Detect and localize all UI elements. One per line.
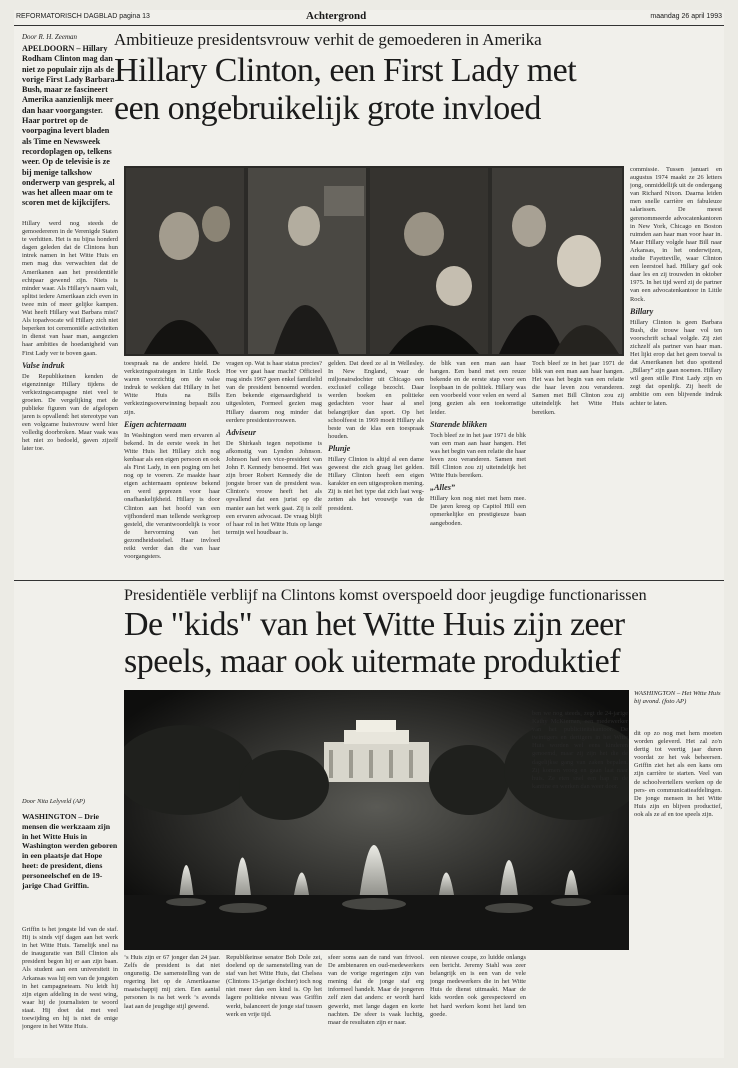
article2-column-2 xyxy=(124,954,220,1052)
article1-col3-text: vragen op. Wat is haar status precies? Hoe ver gaat haar macht? Officieel mag sinds 1967 geen enkel familielid van de president benoemd worden. Een bekende eigenaardigheid is uitgesloten, Formeel gezien mag Hillary daarom nog minder dat eerdere presidentsvrouwen. xyxy=(226,360,322,424)
article1-col2-text: toespraak na de andere hield. De verkiezingsstrategen in Little Rock waren voorzichtig om de valse indruk te wekken dat Hillary in het Witte Huis na Bills verkiezingsoverwinning bepaalt zou zijn. xyxy=(124,360,220,416)
photo-panel-4 xyxy=(492,168,622,354)
header-rule xyxy=(14,25,724,26)
article1-headline-line1: Hillary Clinton, een First Lady met xyxy=(114,52,577,89)
article1-byline: Door R. H. Zeeman xyxy=(22,33,78,41)
article1-col3-text2: De Shirkash tegen nepotisme is afkomstig van Lyndon Johnson. Johnson had een vice-president van John F. Kennedy benoemd. Het was zijn broer Robert Kennedy die de jongste broer van de president was. Clinton's vrouw heeft het als opvallend dat een jurist op die manier aan het werk gaat. Zij is zelf een ervaren advocaat. De vraag blijft of haar rol in het Witte Huis op lange termijn wel houdbaar is. xyxy=(226,439,322,536)
article2-col2-text: ‘s Huis zijn er 67 jonger dan 24 jaar. Zelfs de president is dat niet ongunstig. De samenstelling van de regering liet op de Amerikaanse maatschappij mij zien. Een aantal personen is na het werk ‘s avonds laat aan de jeugdige stijl gewend. xyxy=(124,954,220,1010)
article2-column-6 xyxy=(532,710,628,1052)
newspaper-page xyxy=(14,10,724,1058)
article2-column-4 xyxy=(328,954,424,1052)
article1-col4-subhead: Plunje xyxy=(328,443,351,453)
article2-byline: Door Nita Lelyveld (AP) xyxy=(22,798,86,805)
article2-column-5 xyxy=(430,954,526,1052)
article1-col1-subhead: Valse indruk xyxy=(22,360,65,370)
article2-col3-text: Republikeinse senator Bob Dole zei, doelend op de samenstelling van de staf van het Witte Huis, dat Chelsea (Clintons 13-jarige dochter) toch nog niet meer dan een kind is. Op het lagere politieke niveau was Griffin werkt, balanceert de jonge staf tussen werk en vrije tijd. xyxy=(226,954,322,1018)
article2-col5-text: een nieuwe coupe, zo luidde onlangs een bericht. Jeremy Stahl was zeer belangrijk en is een van de vele jonge medewerkers die in het Witte Huis de dienst uitmaakt. Maar de kids worden ook gerespecteerd en het hard werken komt het land ten goede. xyxy=(430,954,526,1018)
article1-col5-text: de blik van een man aan haar hangen. Een band met een reuze bekende en de eerste stap voor een loopbaan in de politiek. Hillary was een voorbeeld voor velen en werd al jong gezien als een toekomstige leider. xyxy=(430,360,526,416)
article1-column-2 xyxy=(124,360,220,576)
photo-panel-3 xyxy=(370,168,488,354)
article2-column-7 xyxy=(634,730,722,1052)
article2-col1-text: Griffin is het jongste lid van de staf. Hij is sinds vijf dagen aan het werk in het Witte Huis. Tamelijk snel na de inauguratie van Bill Clinton als president begon hij er aan zijn baan. Als student aan een universiteit in Arkansas was hij een van de jongsten in het campagneteam. Nu leidt hij zijn eigen afdeling in de west wing, waar hij de journalisten te woord staat. Hij doet dat met veel toewijding en hij is niet de enige jongere in het Witte Huis. xyxy=(22,926,118,1031)
article1-column-7 xyxy=(532,360,624,576)
article1-col6-subhead: Billary xyxy=(630,306,654,316)
article1-column-4 xyxy=(328,360,424,576)
photo-panel-2 xyxy=(248,168,366,354)
article2-lead: WASHINGTON – Drie mensen die werkzaam zijn in het Witte Huis in Washington werden geboren in een plaatsje dat Hope heet: de president, diens personeelschef en de 19-jarige Chad Griffin. xyxy=(22,812,118,890)
article1-col1-text: Hillary werd nog steeds de gemoedereren in de Verenigde Staten te verhitten. Het is nu bijna honderd dagen geleden dat de Clintons hun intrek namen in het Witte Huis en men mag dus verwachten dat de Amerikanen aan het presidentiële echtpaar gewend zijn. Niets is minder waar. Als Hillary's naam valt, splitst iedere Amerikaan zich even in twee min of meer gelijke kampen. Wat heeft Hillary wat Barbara mist? Als topadvocate wil Hillary zich niet beperken tot ceremoniële activiteiten in dienst van haar man, aangezien haar ambities de hoedanigheid van First Lady ver te boven gaan. xyxy=(22,220,118,357)
article2-col6-text: ben we nog steeds, zegt de 24-jarige Kathy McKiernan, een medewerker van het publiciteitskantoor. De twintigers en dertigers in het Witte Huis worden wel eens kinderen genoemd, maar zij zijn het die de dagelijkse gang van zaken bepalen. Zij komen vroeg en gaan laat naar huis. Ze eten snel een hap in de kantine en werken dan weer door. xyxy=(532,710,628,790)
article2-kicker: Presidentiële verblijf na Clintons komst overspoeld door jeugdige functionarissen xyxy=(124,587,647,604)
article1-photo-strip xyxy=(124,166,624,356)
article1-column-6 xyxy=(630,166,722,576)
article1-col7-text: Toch bleef ze in het jaar 1971 de blik van een man aan haar hangen. Het was het begin van een relatie die haar leven zou veranderen. Samen met Bill Clinton zou zij uiteindelijk het Witte Huis bereiken. xyxy=(532,360,624,416)
article2-headline-line2: speels, maar ook uitermate produktief xyxy=(124,643,621,680)
article1-col3-subhead: Adviseur xyxy=(226,427,257,437)
article1-col4-text: gelden. Dat deed ze al in Wellesley. In New England, waar de miljonairsdochter uit Chicago een exclusief college bezocht. Daar werden boeken en politieke gedachten voor haar al snel belangrijker dan sport. Op het schoolfeest in 1969 moeit Hillary als beste van de klas een toespraak houden. xyxy=(328,360,424,440)
article1-col5-text2: Toch bleef ze in het jaar 1971 de blik van een man aan haar hangen. Het was het begin van een relatie die haar leven zou veranderen. Samen met Bill Clinton zou zij uiteindelijk het Witte Huis bereiken. xyxy=(430,431,526,480)
article2-caption-credit: (foto AP) xyxy=(662,698,687,706)
article1-col6-text2: Hillary Clinton is geen Barbara Bush, die trouw haar vol ten voorschrift schaal volgde. Zij ziet zichzelf als partner van haar man. Het lijkt erop dat het geen toeval is dat Amerikanen het duo spottend „Billary” zijn gaan noemen. Hillary wil geen stille First Lady zijn en zegt dat openlijk. Zij heeft de ambitie om een blijvende indruk achter te laten. xyxy=(630,318,722,407)
article1-col5-subhead: Starende blikken xyxy=(430,419,488,429)
article1-col1-text2: De Republikeinen kenden de eigenzinnige Hillary tijdens de verkiezingscampagne niet veel te groeien. De vergelijking met de publieke figuren van de afgelopen jaren is opvallend: het stereotype van een volgzame huisvrouw werd hier volledig doorbroken. Maar vaak was het niet zo bedoeld, gaven zijzelf later toe. xyxy=(22,372,118,453)
photo-panel-1 xyxy=(126,168,244,354)
article2-col7-text: dit op zo nog met hem moeten worden geleverd. Het zal zo'n dertig tot veertig jaar duren voordat ze het vak beheersen. Griffin ziet het als een kans om zijn carrière te starten. Veel van de schoolvertellers werken op de pers- en communicatieafdelingen. De jonge mensen in het Witte Huis zijn en blijven productief, ook als ze af en toe speels zijn. xyxy=(634,730,722,818)
article1-col5-subhead2: „Alles” xyxy=(430,483,456,493)
article1-col2-subhead: Eigen achternaam xyxy=(124,419,187,429)
article1-col6-text: commissie. Tussen januari en augustus 1974 maakt ze 26 letters jong, onmiddellijk uit de ondergang van Richard Nixon. Daarna leiden men snelle carrière en fabuleuze salarissen. De meest gerenommeerde advocatenkantoren in New York, Chicago en Boston ruimden aan haar man voor haar in. Maar Hillary volgde haar Bill naar Arkansas, in het onderwijzen, studie Fayetteville, waar Clinton een leerstoel had. Hillary gaf ook daar les en zij trouwden in oktober 1975. In het tijd werd zij de partner van een advocatenkantoor in Little Rock. xyxy=(630,166,722,303)
article2-col4-text: sfeer soms aan de rand van frivool. De ambtenaren en oud-medewerkers van de vorige regeringen zijn van mening dat de jonge staf erg informeel handelt. Maar de jongeren zelf zien dat anders: er wordt hard gewerkt, met lange dagen en korte nachten. De sfeer is vaak luchtig, maar de resultaten zijn er naar. xyxy=(328,954,424,1026)
article-divider xyxy=(14,580,724,581)
article1-lead: APELDOORN – Hillary Rodham Clinton mag dan niet zo populair zijn als de vorige First Lady Barbara Bush, maar ze fascineert Amerika aanzienlijk meer dan haar voorgangster. Haar portret op de voorpagina levert bladen als Time en Newsweek recordoplagen op, telkens weer. Op de televisie is ze bij menige talkshow onderwerp van gesprek, al was het alleen maar om te scoren met de kijkcijfers. xyxy=(22,44,115,208)
article1-column-3 xyxy=(226,360,322,576)
article1-col5-text3: Hillary kon nog niet met hem mee. De jaren kreeg op Capitol Hill een opmerkelijke en prestigieuze baan aangeboden. xyxy=(430,495,526,527)
article2-column-1 xyxy=(22,926,118,1052)
article2-photo-caption xyxy=(634,690,722,706)
header-paper-name: REFORMATORISCH DAGBLAD pagina 13 xyxy=(16,13,150,20)
article2-headline-line1: De "kids" van het Witte Huis zijn zeer xyxy=(124,606,625,643)
article1-col2-text2: In Washington werd men ervaren al bekend. In de eerste week in het Witte Huis liet Hillary zich nog kenbaar als een eigen persoon en ook als First Lady, in een poging om het nog op te voeren. Ze maakte haar eigen achternaam opnieuw bekend en werd geprezen voor haar onafhankelijkheid. Hillary is door Clinton aan het hoofd van een vijfhonderd man tellende werkgroep gesteld, die verantwoordelijk is voor de hervorming van het gezondheidsstelsel. Haar invloed reikt verder dan die van haar voorgangsters. xyxy=(124,431,220,561)
page-header xyxy=(14,10,724,24)
article2-column-3 xyxy=(226,954,322,1052)
article1-col4-text2: Hillary Clinton is altijd al een dame geweest die zich graag liet gelden. Hillary Clinton heeft een eigen karakter en een uitgesproken mening. Zij is niet het type dat zich laat wegzetten als het vrouwtje van de president. xyxy=(328,455,424,512)
article1-headline-line2: een ongebruikelijk grote invloed xyxy=(114,90,541,127)
header-date: maandag 26 april 1993 xyxy=(650,13,722,20)
article1-column-5 xyxy=(430,360,526,576)
article2-caption-label: WASHINGTON – Het Witte Huis bij avond. xyxy=(634,690,721,706)
header-section: Achtergrond xyxy=(306,10,367,22)
article1-kicker: Ambitieuze presidentsvrouw verhit de gemoederen in Amerika xyxy=(114,30,542,49)
article1-column-1 xyxy=(22,220,118,576)
